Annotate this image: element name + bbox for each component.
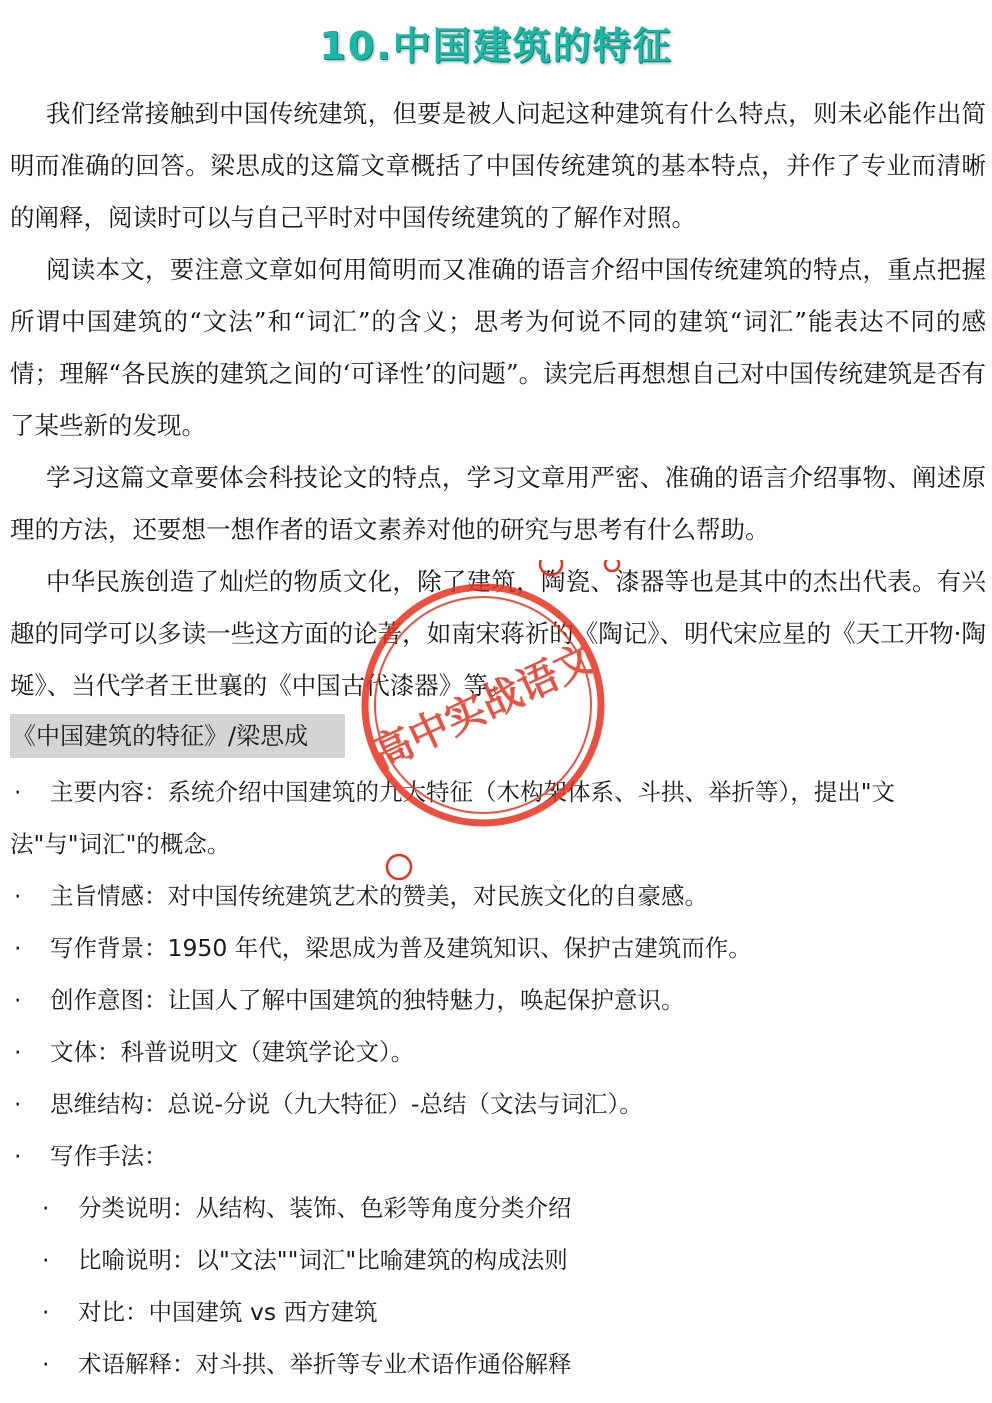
intro-section — [10, 88, 986, 712]
list-item-text: 主旨情感：对中国传统建筑艺术的赞美，对民族文化的自豪感。 — [50, 882, 708, 910]
list-item-structure — [10, 1078, 986, 1130]
stamp-mark-circle — [384, 852, 414, 882]
stamp-text: 高中实战语文 — [365, 635, 603, 779]
list-item-background — [10, 922, 986, 974]
intro-paragraph-3: 学习这篇文章要体会科技论文的特点，学习文章用严密、准确的语言介绍事物、阐述原理的方法，还要想一想作者的语文素养对他的研究与思考有什么帮助。 — [10, 463, 986, 544]
bullet-icon: · — [42, 1298, 50, 1326]
bullet-icon: · — [14, 882, 22, 910]
sub-item-contrast — [10, 1286, 986, 1338]
list-item-text: 写作手法： — [50, 1142, 168, 1170]
list-item-text: 写作背景：1950 年代，梁思成为普及建筑知识、保护古建筑而作。 — [50, 934, 752, 962]
bullet-icon: · — [42, 1194, 50, 1222]
page-title: 10.中国建筑的特征 — [319, 24, 673, 68]
bullet-icon: · — [42, 1350, 50, 1378]
intro-paragraph-2: 阅读本文，要注意文章如何用简明而又准确的语言介绍中国传统建筑的特点，重点把握所谓中国建筑的“文法”和“词汇”的含义；思考为何说不同的建筑“词汇”能表达不同的感情；理解“各民族的建筑之间的‘可译性’的问题”。读完后再想想自己对中国传统建筑是否有了某些新的发现。 — [10, 255, 986, 440]
list-item-techniques — [10, 1130, 986, 1182]
sub-item-terminology — [10, 1338, 986, 1390]
bullet-icon: · — [14, 986, 22, 1014]
list-item-text: 主要内容：系统介绍中国建筑的九大特征（木构架体系、斗拱、举折等），提出"文法"与"词汇"的概念。 — [10, 778, 896, 858]
sub-item-text: 术语解释：对斗拱、举折等专业术语作通俗解释 — [78, 1350, 572, 1378]
list-item-main-content — [10, 766, 986, 870]
list-item-genre — [10, 1026, 986, 1078]
bullet-icon: · — [14, 934, 22, 962]
sub-item-classification — [10, 1182, 986, 1234]
list-item-theme — [10, 870, 986, 922]
bullet-icon: · — [42, 1246, 50, 1274]
sub-item-text: 比喻说明：以"文法""词汇"比喻建筑的构成法则 — [78, 1246, 568, 1274]
list-item-intent — [10, 974, 986, 1026]
intro-paragraph-1: 我们经常接触到中国传统建筑，但要是被人问起这种建筑有什么特点，则未必能作出简明而准确的回答。梁思成的这篇文章概括了中国传统建筑的基本特点，并作了专业而清晰的阐释，阅读时可以与自己平时对中国传统建筑的了解作对照。 — [10, 99, 986, 232]
list-item-text: 创作意图：让国人了解中国建筑的独特魅力，唤起保护意识。 — [50, 986, 685, 1014]
bullet-icon: · — [14, 1090, 22, 1118]
sub-item-text: 分类说明：从结构、装饰、色彩等角度分类介绍 — [78, 1194, 572, 1222]
sub-item-text: 对比：中国建筑 vs 西方建筑 — [78, 1298, 378, 1326]
intro-paragraph-4: 中华民族创造了灿烂的物质文化，除了建筑，陶瓷、漆器等也是其中的杰出代表。有兴趣的同学可以多读一些这方面的论著，如南宋蒋祈的《陶记》、明代宋应星的《天工开物·陶埏》、当代学者王世襄的《中国古代漆器》等。 — [10, 567, 986, 700]
summary-list — [10, 766, 986, 1390]
bullet-icon: · — [14, 1038, 22, 1066]
source-reference: 《中国建筑的特征》/梁思成 — [10, 714, 345, 758]
list-item-text: 文体：科普说明文（建筑学论文）。 — [50, 1038, 415, 1066]
bullet-icon: · — [14, 778, 22, 806]
sub-item-metaphor — [10, 1234, 986, 1286]
list-item-text: 思维结构：总说-分说（九大特征）-总结（文法与词汇）。 — [50, 1090, 643, 1118]
bullet-icon: · — [14, 1142, 22, 1170]
